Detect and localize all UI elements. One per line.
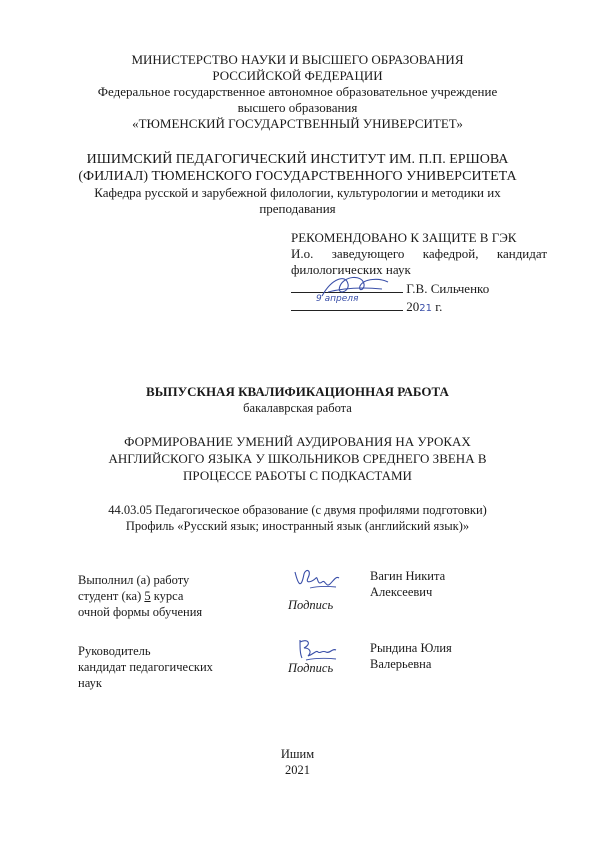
supervisor-label-line-3: наук bbox=[78, 676, 102, 690]
institute-line-1: ИШИМСКИЙ ПЕДАГОГИЧЕСКИЙ ИНСТИТУТ ИМ. П.П. ЕРШОВА bbox=[86, 152, 509, 167]
author-name bbox=[370, 568, 445, 600]
author-signature-caption: Подпись bbox=[288, 598, 334, 612]
thesis-title-line-2: АНГЛИЙСКОГО ЯЗЫКА У ШКОЛЬНИКОВ СРЕДНЕГО ЗВЕНА В bbox=[108, 451, 487, 466]
thesis-title-line-3: ПРОЦЕССЕ РАБОТЫ С ПОДКАСТАМИ bbox=[183, 468, 412, 483]
recommendation-role-line-1: И.о. заведующего кафедрой, кандидат bbox=[291, 246, 547, 261]
author-name-line-1: Вагин Никита bbox=[370, 569, 446, 583]
thesis-title-line-1: ФОРМИРОВАНИЕ УМЕНИЙ АУДИРОВАНИЯ НА УРОКАХ bbox=[124, 434, 471, 449]
year: 2021 bbox=[285, 763, 310, 777]
ministry-header bbox=[0, 52, 595, 132]
recommendation-role-line-2: филологических наук bbox=[291, 262, 411, 277]
department-line-1: Кафедра русской и зарубежной филологии, культурологии и методики их bbox=[94, 185, 501, 200]
author-name-line-2: Алексеевич bbox=[370, 585, 433, 599]
work-subtype: бакалаврская работа bbox=[243, 401, 352, 415]
author-course-number: 5 bbox=[144, 589, 151, 603]
ministry-line-1: МИНИСТЕРСТВО НАУКИ И ВЫСШЕГО ОБРАЗОВАНИЯ bbox=[131, 52, 464, 67]
supervisor-label bbox=[78, 643, 213, 691]
year-suffix: г. bbox=[435, 299, 443, 314]
supervisor-label-line-2: кандидат педагогических bbox=[78, 660, 213, 674]
institute-line-2: (ФИЛИАЛ) ТЮМЕНСКОГО ГОСУДАРСТВЕННОГО УНИВЕРСИТЕТА bbox=[78, 169, 517, 184]
author-label-line-1: Выполнил (а) работу bbox=[78, 573, 190, 587]
author-label-student: студент (ка) bbox=[78, 589, 142, 603]
university-name: «ТЮМЕНСКИЙ ГОСУДАРСТВЕННЫЙ УНИВЕРСИТЕТ» bbox=[132, 116, 463, 131]
author-label-line-2 bbox=[78, 588, 202, 604]
footer bbox=[0, 746, 595, 778]
supervisor-name bbox=[370, 640, 452, 672]
author-signature-image bbox=[292, 566, 342, 596]
year-handwritten: 21 bbox=[419, 303, 432, 314]
thesis-title bbox=[0, 433, 595, 484]
institute-block bbox=[0, 151, 595, 217]
department-line-2: преподавания bbox=[259, 201, 336, 216]
work-type: ВЫПУСКНАЯ КВАЛИФИКАЦИОННАЯ РАБОТА bbox=[146, 384, 449, 399]
program-line-2: Профиль «Русский язык; иностранный язык (английский язык)» bbox=[125, 519, 470, 533]
supervisor-name-line-1: Рындина Юлия bbox=[370, 641, 452, 655]
supervisor-label-line-1: Руководитель bbox=[78, 644, 151, 658]
head-name: Г.В. Сильченко bbox=[406, 281, 490, 296]
institution-line-2: высшего образования bbox=[237, 100, 358, 115]
recommendation-heading: РЕКОМЕНДОВАНО К ЗАЩИТЕ В ГЭК bbox=[291, 230, 517, 245]
author-label-course: курса bbox=[153, 589, 184, 603]
year-prefix: 20 bbox=[406, 299, 420, 314]
institution-line-1: Федеральное государственное автономное образовательное учреждение bbox=[97, 84, 498, 99]
program-line-1: 44.03.05 Педагогическое образование (с двумя профилями подготовки) bbox=[108, 503, 487, 517]
author-label bbox=[78, 572, 202, 620]
program-block bbox=[0, 502, 595, 534]
supervisor-name-line-2: Валерьевна bbox=[370, 657, 432, 671]
work-type-block bbox=[0, 383, 595, 416]
city: Ишим bbox=[280, 747, 315, 761]
supervisor-signature-caption: Подпись bbox=[288, 661, 334, 675]
author-label-line-3: очной формы обучения bbox=[78, 605, 203, 619]
ministry-line-2: РОССИЙСКОЙ ФЕДЕРАЦИИ bbox=[212, 68, 383, 83]
date-handwritten: 9 апреля bbox=[316, 294, 359, 304]
